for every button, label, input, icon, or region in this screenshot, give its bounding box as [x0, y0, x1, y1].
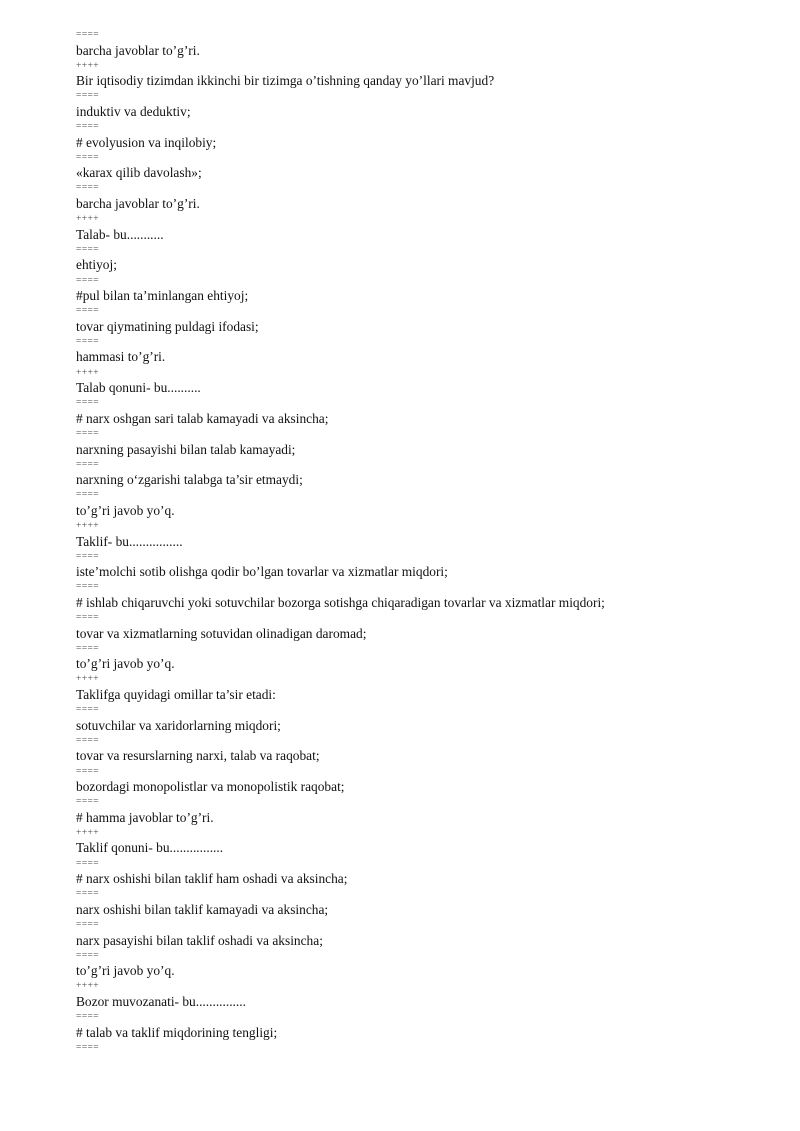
separator-line: ==== — [76, 551, 100, 562]
text-line: sotuvchilar va xaridorlarning miqdori; — [76, 717, 281, 733]
text-line: Bir iqtisodiy tizimdan ikkinchi bir tizimga o’tishning qanday yo’llari mavjud? — [76, 73, 495, 89]
text-line: ehtiyoj; — [76, 257, 117, 273]
text-line: bozordagi monopolistlar va monopolistik raqobat; — [76, 779, 345, 795]
text-line: # ishlab chiqaruvchi yoki sotuvchilar bozorga sotishga chiqaradigan tovarlar va xizmatlar miqdori; — [76, 594, 605, 610]
text-line: to’g’ri javob yo’q. — [76, 963, 175, 979]
separator-line: ++++ — [76, 827, 100, 838]
separator-line: ==== — [76, 1042, 100, 1053]
separator-line: ++++ — [76, 674, 100, 685]
text-line: iste’molchi sotib olishga qodir bo’lgan tovarlar va xizmatlar miqdori; — [76, 564, 448, 580]
separator-line: ==== — [76, 582, 100, 593]
text-line: induktiv va deduktiv; — [76, 103, 191, 119]
separator-line: ==== — [76, 459, 100, 470]
text-line: # hamma javoblar to’g’ri. — [76, 809, 214, 825]
text-line: to’g’ri javob yo’q. — [76, 502, 175, 518]
separator-line: ==== — [76, 428, 100, 439]
separator-line: ==== — [76, 735, 100, 746]
separator-line: ++++ — [76, 367, 100, 378]
separator-line: ==== — [76, 30, 100, 40]
separator-line: ==== — [76, 950, 100, 961]
text-line: narxning pasayishi bilan talab kamayadi; — [76, 441, 296, 457]
text-line: Bozor muvozanati- bu............... — [76, 993, 246, 1009]
separator-line: ==== — [76, 398, 100, 409]
separator-line: ==== — [76, 122, 100, 133]
separator-line: ==== — [76, 490, 100, 501]
text-line: barcha javoblar to’g’ri. — [76, 42, 200, 58]
text-line: Talab qonuni- bu.......... — [76, 380, 201, 396]
separator-line: ==== — [76, 183, 100, 194]
text-line: tovar va xizmatlarning sotuvidan olinadigan daromad; — [76, 625, 367, 641]
text-line: narxning o‘zgarishi talabga ta’sir etmaydi; — [76, 472, 303, 488]
text-line: # narx oshishi bilan taklif ham oshadi va aksincha; — [76, 871, 348, 887]
separator-line: ==== — [76, 705, 100, 716]
text-line: narx oshishi bilan taklif kamayadi va aksincha; — [76, 901, 329, 917]
separator-line: ==== — [76, 306, 100, 317]
separator-line: ==== — [76, 152, 100, 163]
separator-line: ++++ — [76, 60, 100, 71]
separator-line: ==== — [76, 1012, 100, 1022]
text-line: tovar va resurslarning narxi, talab va raqobat; — [76, 748, 320, 764]
text-line: Talab- bu........... — [76, 226, 164, 242]
separator-line: ==== — [76, 858, 100, 869]
text-line: # evolyusion va inqilobiy; — [76, 134, 217, 150]
text-line: narx pasayishi bilan taklif oshadi va aksincha; — [76, 932, 323, 948]
separator-line: ==== — [76, 889, 100, 900]
separator-line: ++++ — [76, 214, 100, 225]
separator-line: ==== — [76, 336, 100, 347]
text-line: Taklifga quyidagi omillar ta’sir etadi: — [76, 687, 276, 703]
separator-line: ==== — [76, 797, 100, 808]
separator-line: ==== — [76, 91, 100, 102]
text-line: tovar qiymatining puldagi ifodasi; — [76, 318, 259, 334]
text-line: # talab va taklif miqdorining tengligi; — [76, 1024, 278, 1040]
separator-line: ++++ — [76, 521, 100, 531]
text-line: hammasi to’g’ri. — [76, 349, 166, 365]
separator-line: ==== — [76, 244, 100, 255]
text-line: to’g’ri javob yo’q. — [76, 656, 175, 672]
text-line: barcha javoblar to’g’ri. — [76, 196, 200, 212]
text-line: Taklif- bu................ — [76, 533, 183, 549]
separator-line: ++++ — [76, 981, 100, 992]
separator-line: ==== — [76, 919, 100, 930]
separator-line: ==== — [76, 643, 100, 654]
separator-line: ==== — [76, 275, 100, 286]
text-line: # narx oshgan sari talab kamayadi va aksincha; — [76, 410, 329, 426]
text-line: «karax qilib davolash»; — [76, 165, 202, 181]
text-line: Taklif qonuni- bu................ — [76, 840, 224, 856]
separator-line: ==== — [76, 766, 100, 777]
document-page — [76, 30, 776, 1053]
separator-line: ==== — [76, 613, 100, 624]
text-line: #pul bilan ta’minlangan ehtiyoj; — [76, 288, 249, 304]
